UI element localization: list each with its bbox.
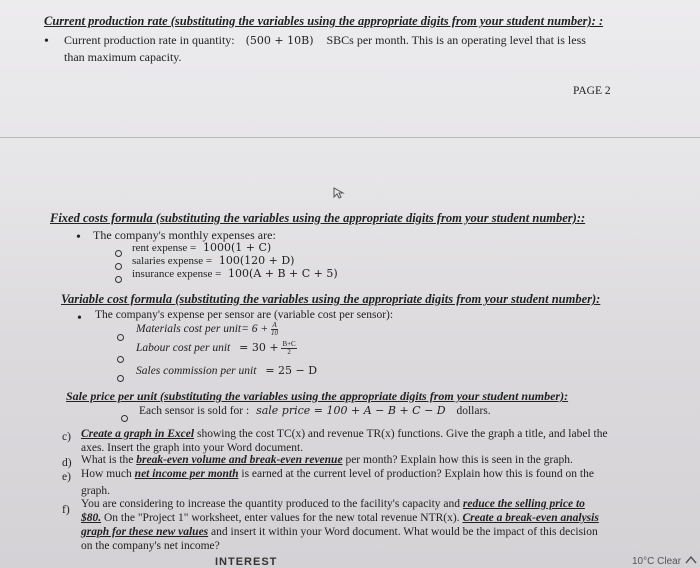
question-f-text2: On the "Project 1" worksheet, enter values for the new total revenue NTR(x). — [104, 512, 460, 524]
question-c-letter: c) — [62, 431, 71, 443]
materials-fraction — [271, 322, 278, 337]
question-d-pre: What is the — [81, 454, 134, 466]
question-f-text3: and insert it within your Word document. What would be the impact of this decision — [211, 526, 598, 538]
sale-price-line — [139, 404, 491, 417]
rent-expense — [132, 241, 271, 254]
production-line-2: than maximum capacity. — [64, 50, 182, 64]
circle-bullet — [117, 328, 124, 346]
materials-label: Materials cost per unit= 6 + — [136, 323, 269, 336]
labour-eq: = 30 + — [239, 341, 279, 355]
question-c-line1 — [81, 428, 608, 440]
salaries-label: salaries expense = — [132, 255, 213, 267]
insurance-label: insurance expense = — [132, 268, 222, 280]
variable-intro: The company's expense per sensor are (variable cost per sensor): — [95, 309, 394, 321]
production-rest: SBCs per month. This is an operating level that is less — [326, 33, 586, 47]
salaries-formula: 100(120 + D) — [218, 254, 295, 267]
question-f-line3 — [81, 526, 598, 538]
fixed-intro: The company's monthly expenses are: — [93, 228, 276, 242]
question-d-line — [81, 454, 573, 466]
production-line-1 — [64, 33, 586, 48]
circle-bullet — [121, 409, 128, 427]
labour-cost — [136, 341, 297, 356]
sale-text: Each sensor is sold for : — [139, 405, 250, 417]
materials-cost — [136, 322, 278, 337]
variable-cost-heading: Variable cost formula (substituting the variables using the appropriate digits from your student number): — [61, 292, 601, 306]
weather-widget[interactable]: 10°C Clear — [632, 556, 682, 567]
question-f-line2 — [81, 512, 599, 524]
question-f-text1: You are considering to increase the quantity produced to the facility's capacity and — [81, 498, 461, 510]
sales-eq: = 25 − D — [265, 364, 318, 377]
insurance-formula: 100(A + B + C + 5) — [228, 267, 338, 280]
circle-bullet — [115, 270, 122, 288]
sales-label: Sales commission per unit — [136, 365, 257, 377]
materials-denominator: 10 — [271, 329, 278, 337]
labour-numerator: B+C — [282, 340, 296, 348]
question-e-post: is earned at the current level of production? Explain how this is found on the — [241, 468, 594, 480]
page-label: PAGE 2 — [573, 85, 611, 97]
rent-label: rent expense = — [132, 242, 197, 254]
insurance-expense — [132, 267, 338, 280]
question-f-line4: on the company's net income? — [81, 540, 220, 552]
sale-unit: dollars. — [456, 405, 491, 417]
current-production-heading: Current production rate (substituting the variables using the appropriate digits from your student number): : — [44, 14, 604, 28]
new-values-bold: graph for these new values — [81, 526, 209, 538]
question-d-letter: d) — [62, 457, 72, 469]
question-e-line1 — [81, 468, 594, 480]
circle-bullet — [117, 350, 124, 368]
question-c-text1: showing the cost TC(x) and revenue TR(x) functions. Give the graph a title, and label the — [196, 428, 608, 440]
question-c-line2: axes. Insert the graph into your Word document. — [81, 442, 304, 454]
sale-formula: sale price = 100 + A − B + C − D — [256, 404, 446, 417]
question-f-line1 — [81, 498, 585, 510]
labour-denominator: 2 — [287, 348, 291, 356]
materials-numerator: A — [272, 321, 277, 329]
bullet: • — [44, 34, 49, 49]
price-80-bold: $80. — [81, 512, 102, 524]
question-f-letter: f) — [62, 504, 70, 516]
page-break — [0, 137, 700, 138]
question-e-pre: How much — [81, 468, 132, 480]
break-even-bold: break-even volume and break-even revenue — [136, 454, 343, 466]
footer-partial-heading: INTEREST — [215, 556, 278, 568]
labour-label: Labour cost per unit — [136, 342, 231, 355]
sales-commission — [136, 364, 317, 377]
rent-formula: 1000(1 + C) — [202, 241, 272, 254]
mouse-cursor-icon — [333, 187, 345, 199]
salaries-expense — [132, 254, 294, 267]
create-analysis-bold: Create a break-even analysis — [462, 512, 599, 524]
sale-price-heading: Sale price per unit (substituting the variables using the appropriate digits from your student number): — [66, 389, 569, 403]
bullet: • — [77, 311, 82, 326]
net-income-bold: net income per month — [134, 468, 239, 480]
create-graph-bold: Create a graph in Excel — [81, 428, 195, 440]
circle-bullet — [117, 369, 124, 387]
fixed-costs-heading: Fixed costs formula (substituting the variables using the appropriate digits from your student number):: — [50, 211, 586, 225]
chevron-up-icon[interactable] — [684, 553, 698, 567]
question-d-post: per month? Explain how this is seen in the graph. — [345, 454, 573, 466]
question-e-letter: e) — [62, 471, 71, 483]
production-label: Current production rate in quantity: — [64, 33, 235, 47]
labour-fraction — [281, 341, 296, 356]
reduce-price-bold: reduce the selling price to — [462, 498, 585, 510]
bullet: • — [76, 230, 81, 245]
question-e-line2: graph. — [81, 485, 111, 497]
production-formula: (500 + 10B) — [245, 34, 314, 47]
